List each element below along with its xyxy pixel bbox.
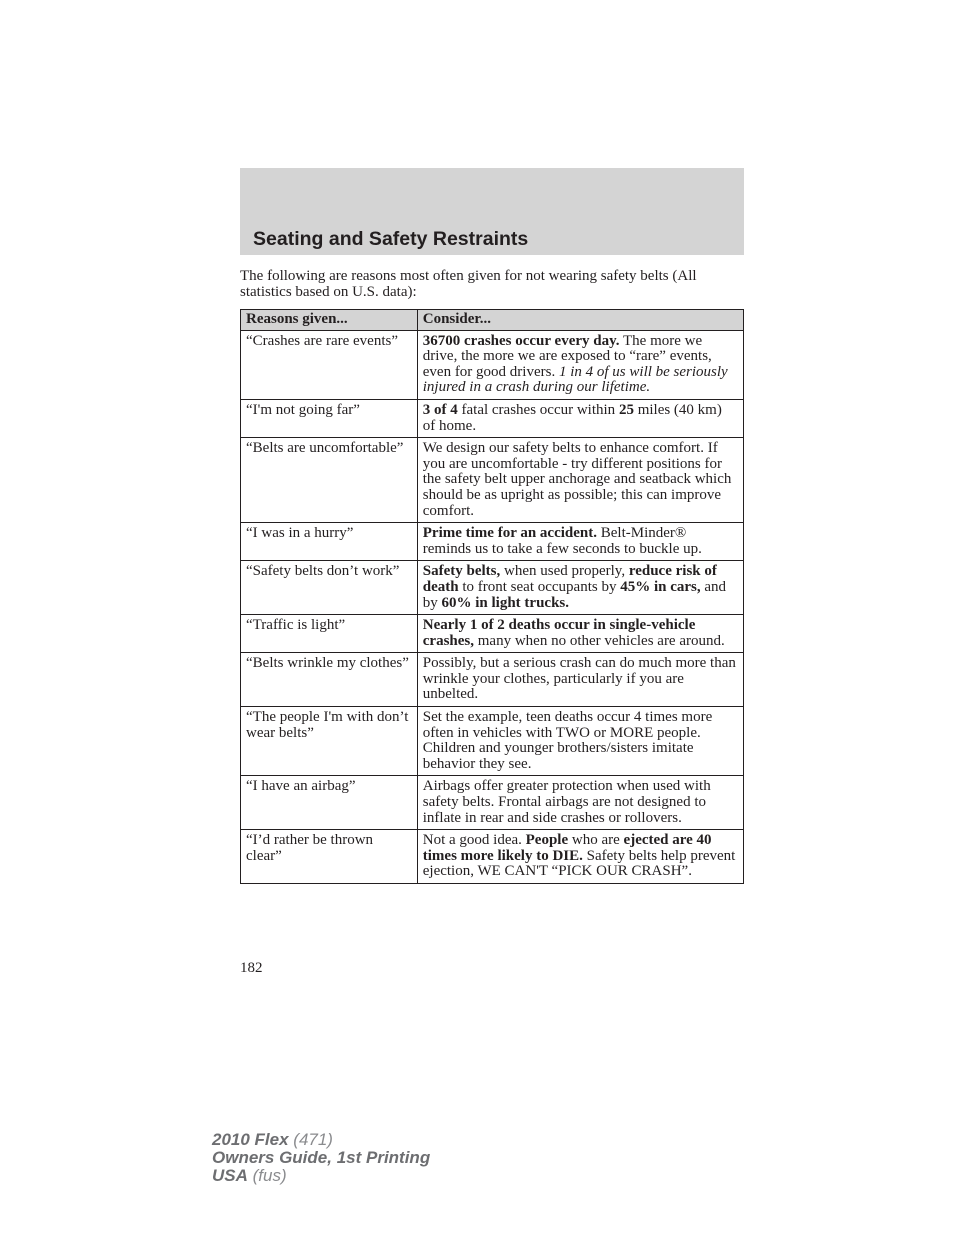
consider-text-segment: Not a good idea. [422, 832, 526, 849]
footer-line-printing: Owners Guide, 1st Printing [212, 1148, 431, 1167]
consider-text-segment: 1 in 4 of us will be seriously injured in a crash during our lifetime. [422, 363, 728, 396]
consider-cell [417, 776, 743, 830]
footer-line-region: USA (fus) [212, 1166, 287, 1185]
consider-text-segment: 45% in cars, [620, 578, 701, 595]
table-row [241, 653, 744, 707]
consider-text-segment: People [525, 832, 569, 849]
consider-text-segment: Safety belts help prevent ejection, WE CAN'T “PICK OUR CRASH”. [422, 847, 736, 880]
consider-cell [417, 561, 743, 615]
table-body [241, 330, 744, 883]
consider-text-segment: 3 of 4 [422, 401, 458, 418]
column-header-reasons: Reasons given... [241, 310, 418, 331]
consider-cell [417, 707, 743, 776]
footer-line-model: 2010 Flex (471) [212, 1130, 333, 1149]
table-row [241, 615, 744, 653]
document-footer [212, 1131, 430, 1185]
consider-cell [417, 653, 743, 707]
consider-text-segment: Nearly 1 of 2 deaths occur in single-vehicle crashes, [422, 617, 696, 649]
reason-cell: “Crashes are rare events” [241, 330, 418, 399]
consider-text-segment: reduce risk of death [422, 563, 717, 595]
table-row [241, 830, 744, 884]
reason-cell: “The people I'm with don’t wear belts” [241, 707, 418, 776]
table-row [241, 438, 744, 523]
consider-text-segment: fatal crashes occur within [457, 401, 619, 418]
consider-text-segment: Belt-Minder® reminds us to take a few seconds to buckle up. [422, 525, 702, 557]
consider-text-segment: Prime time for an accident. [422, 525, 598, 542]
consider-text-segment: We design our safety belts to enhance comfort. If you are uncomfortable - try different positions for the safety belt upper anchorage and seatback which should be as upright as possible; this can improve comfort. [422, 440, 732, 519]
table-row [241, 776, 744, 830]
consider-text-segment: Airbags offer greater protection when used with safety belts. Frontal airbags are not designed to inflate in rear and side crashes or rollovers. [422, 778, 711, 826]
table-row [241, 561, 744, 615]
table-row [241, 330, 744, 399]
consider-cell [417, 830, 743, 884]
consider-text-segment: Possibly, but a serious crash can do much more than wrinkle your clothes, particularly if you are unbelted. [422, 655, 736, 703]
section-header-band [240, 168, 744, 255]
safety-belt-reasons-table [240, 309, 744, 884]
reason-cell: “Belts wrinkle my clothes” [241, 653, 418, 707]
table-header-row [241, 310, 744, 331]
consider-text-segment: ejected are 40 times more likely to DIE. [422, 832, 712, 864]
consider-cell [417, 615, 743, 653]
table-row [241, 399, 744, 437]
reason-cell: “I'm not going far” [241, 399, 418, 437]
consider-cell [417, 399, 743, 437]
consider-text-segment: The more we drive, the more we are exposed to “rare” events, even for good drivers. [422, 332, 712, 380]
reason-cell: “Traffic is light” [241, 615, 418, 653]
consider-cell [417, 523, 743, 561]
consider-cell [417, 330, 743, 399]
consider-text-segment: Safety belts, [422, 563, 501, 580]
table-row [241, 523, 744, 561]
intro-paragraph: The following are reasons most often given for not wearing safety belts (All statistics based on U.S. data): [240, 268, 697, 300]
consider-cell [417, 438, 743, 523]
reason-cell: “I was in a hurry” [241, 523, 418, 561]
reason-cell: “I have an airbag” [241, 776, 418, 830]
section-title: Seating and Safety Restraints [253, 228, 529, 250]
reason-cell: “I’d rather be thrown clear” [241, 830, 418, 884]
consider-text-segment: miles (40 km) of home. [422, 401, 722, 434]
consider-text-segment: to front seat occupants by [458, 578, 621, 595]
consider-text-segment: 25 [618, 401, 634, 418]
consider-text-segment: who are [568, 832, 624, 849]
table-row [241, 707, 744, 776]
consider-text-segment: Set the example, teen deaths occur 4 times more often in vehicles with TWO or MORE people. Children and younger brothers/sisters imitate behavior they see. [422, 709, 713, 772]
consider-text-segment: when used properly, [500, 563, 629, 580]
consider-text-segment: 36700 crashes occur every day. [422, 332, 620, 349]
consider-text-segment: 60% in light trucks. [441, 594, 570, 611]
consider-text-segment: many when no other vehicles are around. [474, 632, 725, 649]
reason-cell: “Safety belts don’t work” [241, 561, 418, 615]
reason-cell: “Belts are uncomfortable” [241, 438, 418, 523]
page-number: 182 [240, 960, 263, 976]
column-header-consider: Consider... [417, 310, 743, 331]
consider-text-segment: and by [422, 578, 727, 611]
